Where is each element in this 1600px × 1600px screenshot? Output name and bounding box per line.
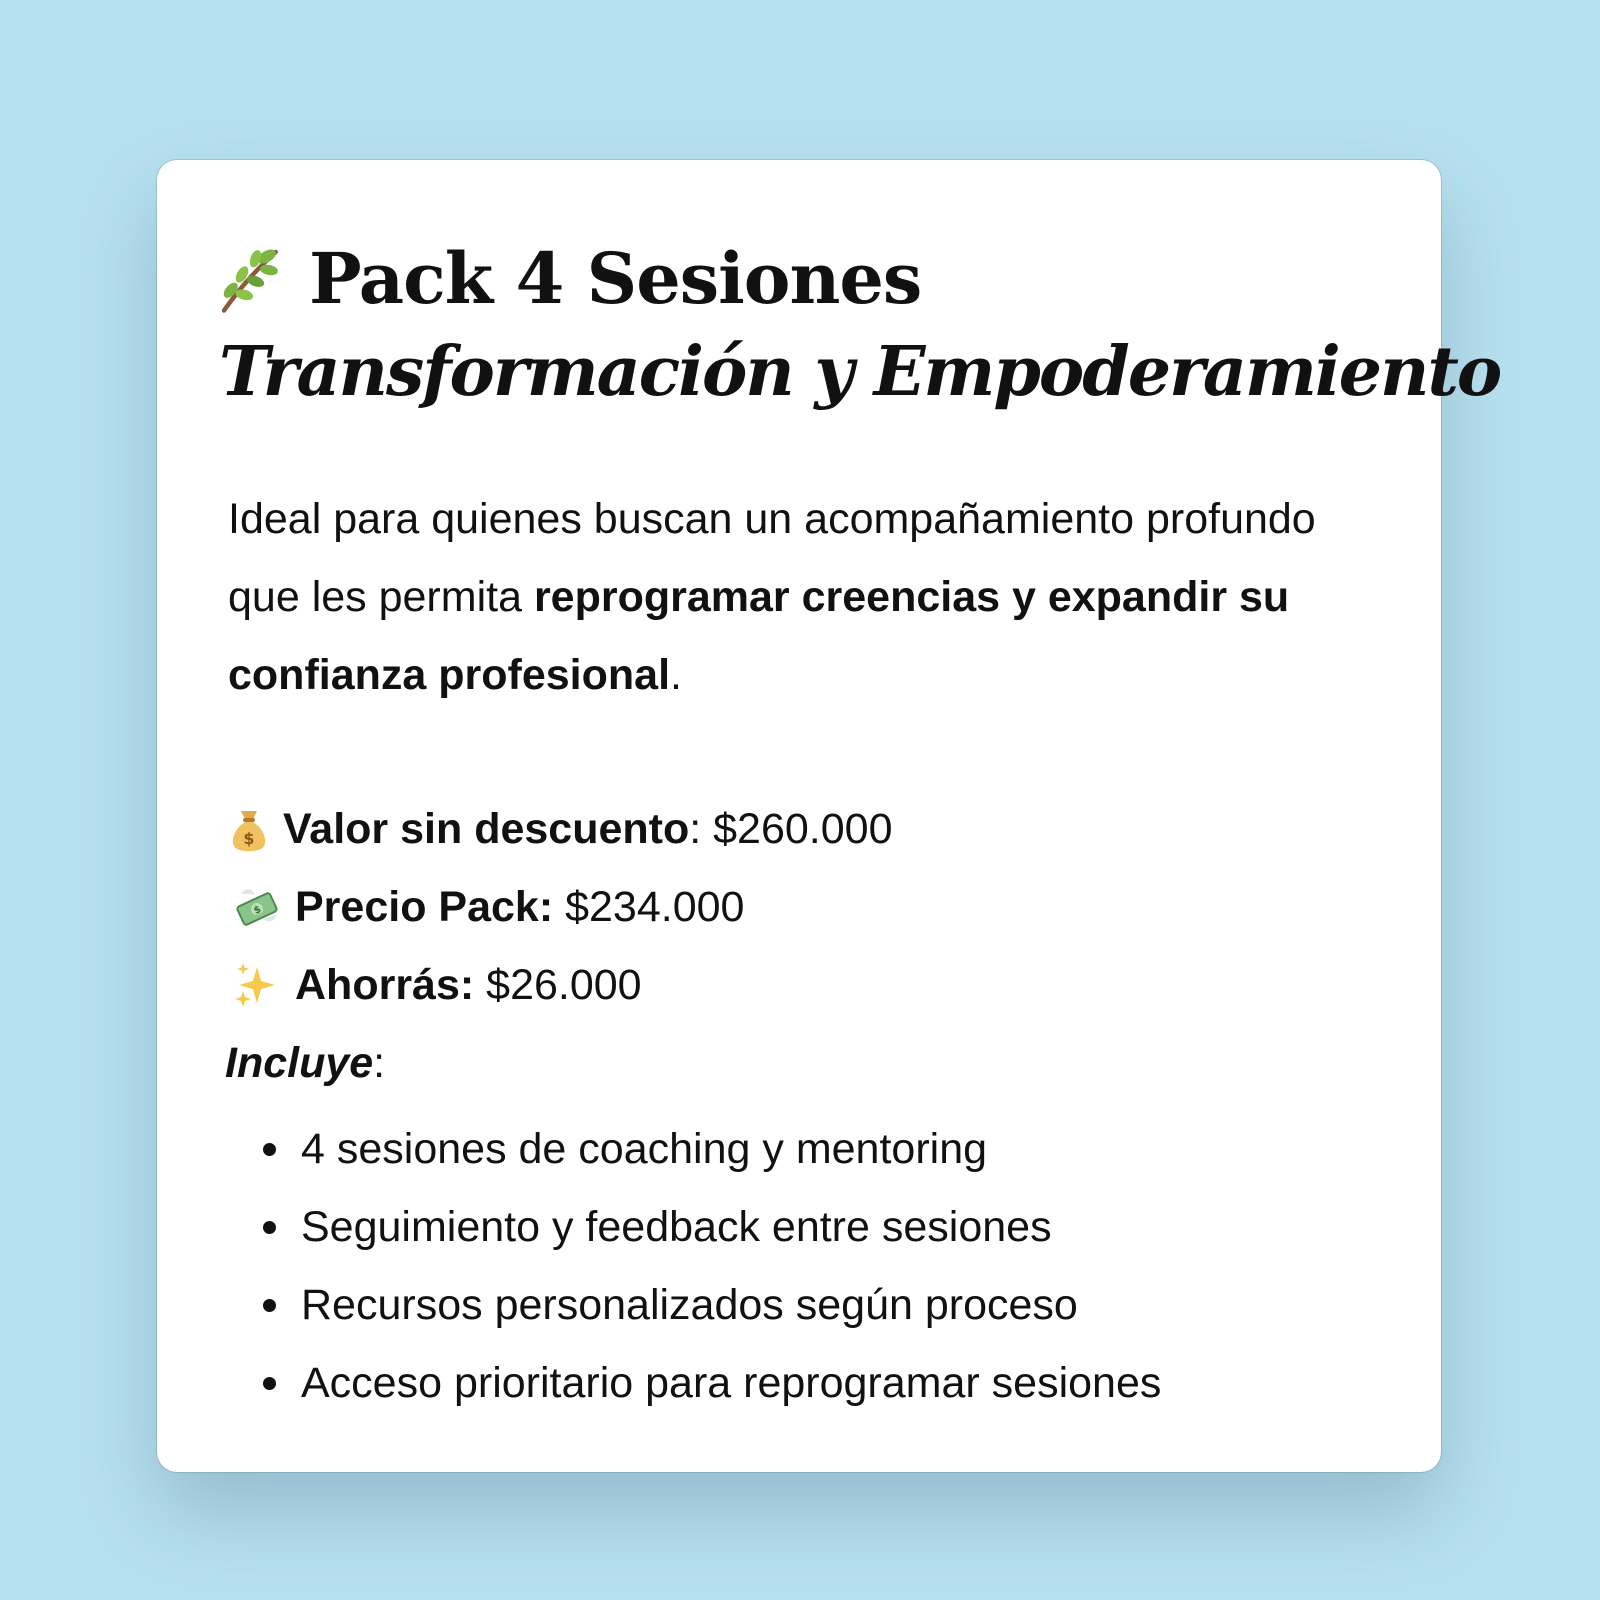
price-savings-value: $26.000 [474,961,642,1009]
list-item-text: 4 sesiones de coaching y mentoring [301,1125,988,1173]
bullet-icon [263,1221,276,1234]
intro-bold-text: reprogramar creencias y expandir su confianza profesional [228,573,1290,699]
bullet-icon [263,1299,276,1312]
includes-heading [225,1024,892,1102]
intro-paragraph [228,480,1378,714]
branch-leaves-icon [215,243,287,315]
svg-text:$: $ [252,903,264,917]
svg-text:$: $ [243,829,255,848]
sparkles-icon [233,961,281,1009]
pack-card [157,160,1501,1472]
price-pack-row [225,868,892,946]
price-original-value: $260.000 [701,805,893,853]
list-item [259,1266,1161,1344]
list-item-text: Acceso prioritario para reprogramar sesiones [301,1359,1162,1407]
card-subtitle: Transformación y Empoderamiento [219,332,1501,412]
list-item [259,1344,1161,1422]
price-pack-label: Precio Pack: [295,883,554,931]
card-title: Pack 4 Sesiones [309,237,922,320]
title-row [215,234,921,324]
price-savings-label: Ahorrás: [295,961,475,1009]
money-with-wings-icon [233,883,281,931]
price-original-label: Valor sin descuento [283,805,690,853]
price-original-row [225,790,892,868]
includes-label: Incluye [225,1039,374,1087]
money-bag-icon [225,805,273,853]
intro-text: Ideal para quienes buscan un acompañamiento profundo que les permita [228,495,1316,621]
price-list [225,790,892,1102]
list-item [259,1110,1161,1188]
intro-period: . [670,651,682,699]
list-item [259,1188,1161,1266]
includes-suffix: : [373,1039,386,1087]
includes-list [259,1110,1161,1422]
list-item-text: Recursos personalizados según proceso [301,1281,1078,1329]
list-item-text: Seguimiento y feedback entre sesiones [301,1203,1052,1251]
bullet-icon [263,1377,276,1390]
price-pack-value: $234.000 [553,883,745,931]
price-original-separator: : [689,805,702,853]
price-savings-row [225,946,892,1024]
bullet-icon [263,1143,276,1156]
